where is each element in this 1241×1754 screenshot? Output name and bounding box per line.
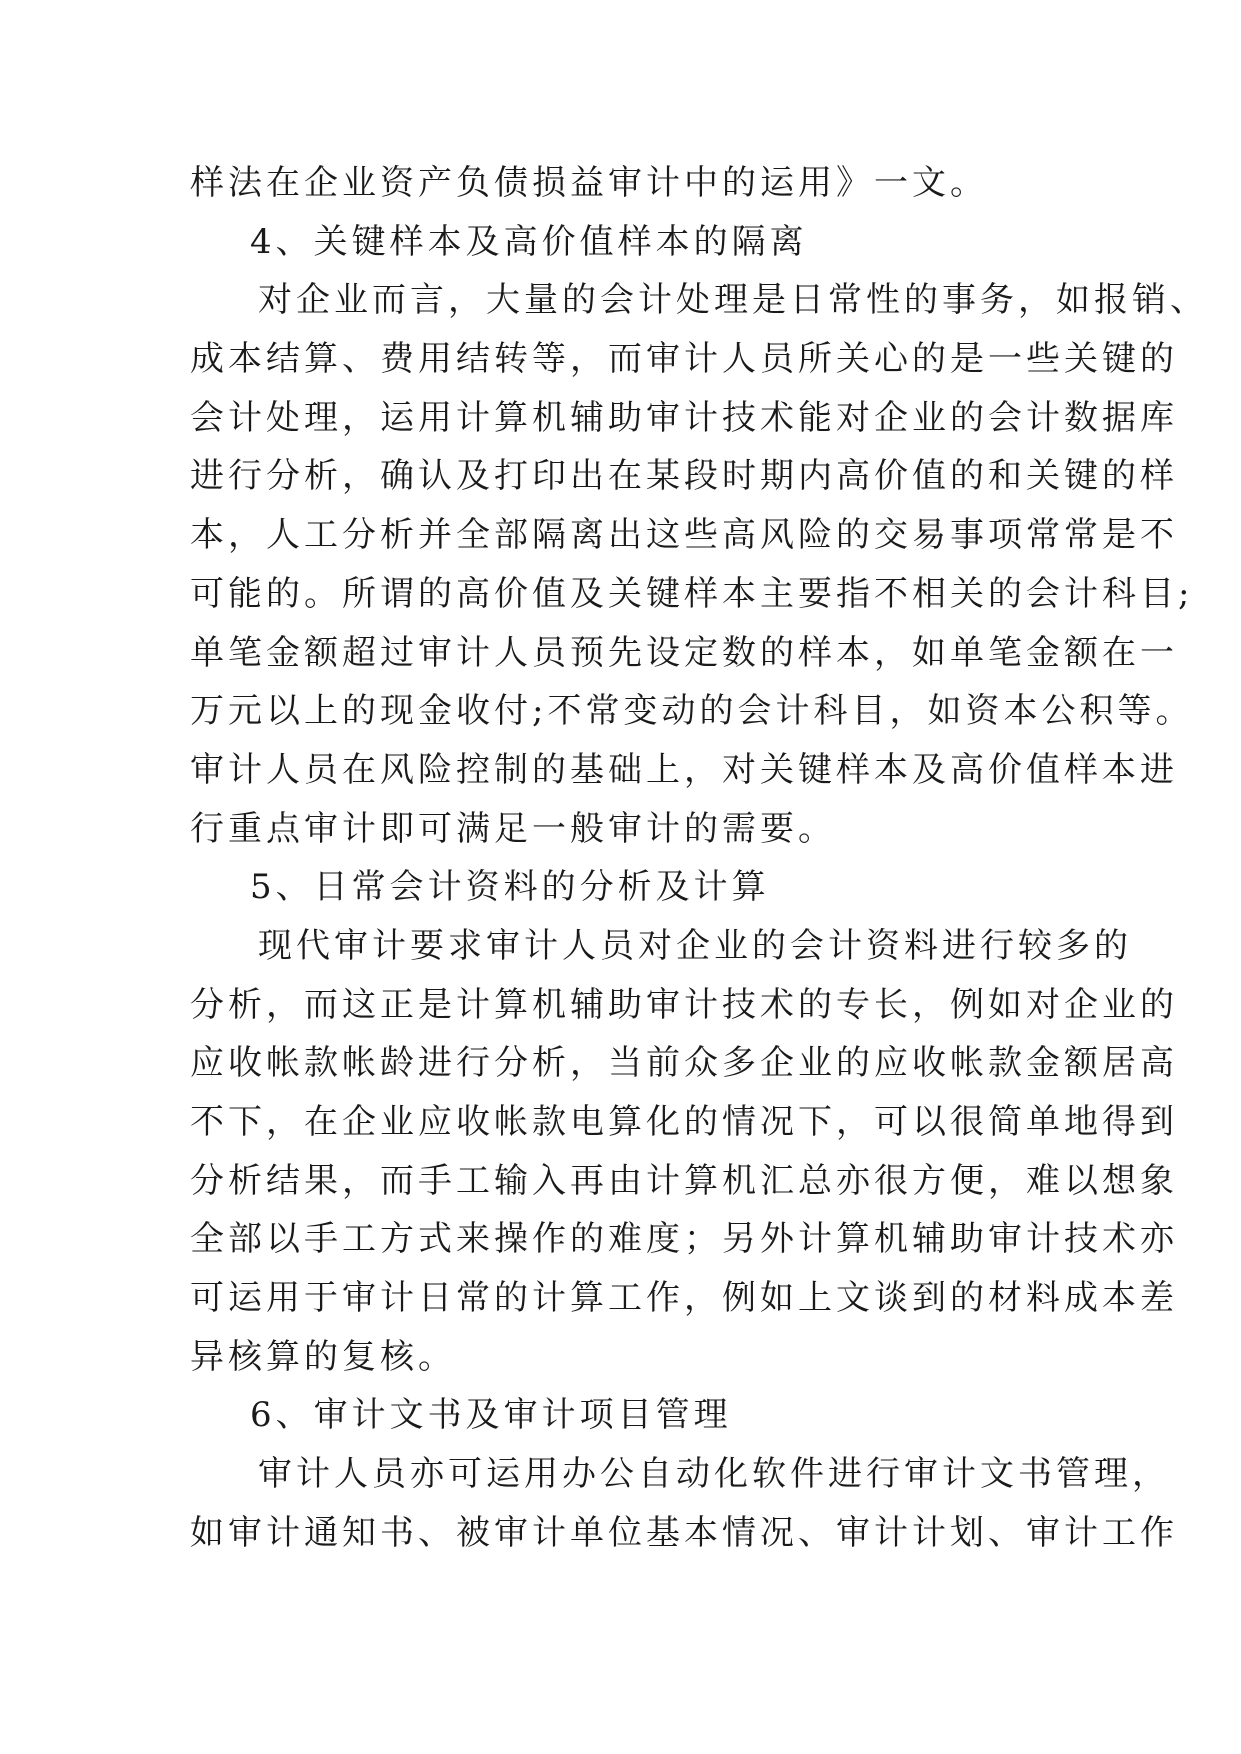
paragraph-continuation-line: 样法在企业资产负债损益审计中的运用》一文。 xyxy=(190,163,988,203)
paragraph-line: 会计处理，运用计算机辅助审计技术能对企业的会计数据库 xyxy=(190,397,1178,438)
paragraph-line: 异核算的复核。 xyxy=(190,1336,456,1377)
paragraph-line: 单笔金额超过审计人员预先设定数的样本，如单笔金额在一 xyxy=(190,632,1178,673)
document-body xyxy=(190,154,1208,1563)
paragraph-line: 应收帐款帐龄进行分析，当前众多企业的应收帐款金额居高 xyxy=(190,1043,1178,1084)
section-heading-6: 6、审计文书及审计项目管理 xyxy=(250,1395,732,1436)
paragraph-line: 不下，在企业应收帐款电算化的情况下，可以很简单地得到 xyxy=(190,1102,1178,1142)
paragraph-line: 审计人员亦可运用办公自动化软件进行审计文书管理， xyxy=(258,1454,1170,1495)
paragraph-line: 进行分析，确认及打印出在某段时期内高价值的和关键的样 xyxy=(190,456,1178,497)
paragraph-line: 如审计通知书、被审计单位基本情况、审计计划、审计工作 xyxy=(190,1512,1178,1553)
paragraph-line: 全部以手工方式来操作的难度；另外计算机辅助审计技术亦 xyxy=(190,1219,1178,1260)
paragraph-line: 现代审计要求审计人员对企业的会计资料进行较多的 xyxy=(258,925,1132,966)
paragraph-line: 本，人工分析并全部隔离出这些高风险的交易事项常常是不 xyxy=(190,515,1178,556)
paragraph-line: 万元以上的现金收付;不常变动的会计科目，如资本公积等。 xyxy=(190,691,1194,732)
paragraph-line: 分析结果，而手工输入再由计算机汇总亦很方便，难以想象 xyxy=(190,1160,1178,1201)
paragraph-line: 可运用于审计日常的计算工作，例如上文谈到的材料成本差 xyxy=(190,1278,1178,1319)
section-heading-4: 4、关键样本及高价值样本的隔离 xyxy=(250,221,808,262)
paragraph-line: 可能的。所谓的高价值及关键样本主要指不相关的会计科目; xyxy=(190,573,1194,614)
paragraph-line: 成本结算、费用结转等，而审计人员所关心的是一些关键的 xyxy=(190,339,1178,380)
paragraph-line: 对企业而言，大量的会计处理是日常性的事务，如报销、 xyxy=(258,280,1208,321)
section-heading-5: 5、日常会计资料的分析及计算 xyxy=(250,867,770,908)
paragraph-line: 行重点审计即可满足一般审计的需要。 xyxy=(190,808,836,849)
paragraph-line: 分析，而这正是计算机辅助审计技术的专长，例如对企业的 xyxy=(190,984,1178,1025)
paragraph-line: 审计人员在风险控制的基础上，对关键样本及高价值样本进 xyxy=(190,749,1178,790)
